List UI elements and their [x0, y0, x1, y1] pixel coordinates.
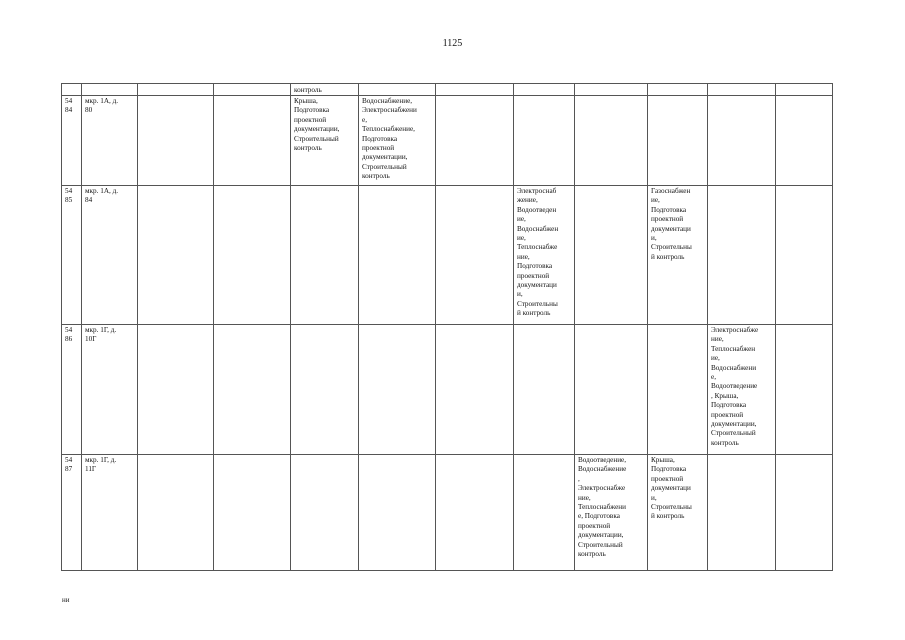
- row-number: 54 85: [62, 186, 82, 325]
- works-table: [61, 83, 833, 571]
- table-row: [62, 186, 833, 325]
- row-address: мкр. 1Г, д. 11Г: [82, 455, 138, 571]
- work-types-cell: Газоснабжен ие, Подготовка проектной документаци и, Строительны й контроль: [648, 186, 708, 325]
- work-types-cell: Электроснабже ние, Теплоснабжен ие, Водоснабжени е, Водоотведение , Крыша, Подготовка проектной документации, Строительный контроль: [708, 325, 776, 455]
- work-types-cell: Крыша, Подготовка проектной документаци и, Строительны й контроль: [648, 455, 708, 571]
- row-address: мкр. 1А, д. 80: [82, 96, 138, 186]
- row-number: 54 86: [62, 325, 82, 455]
- footer-mark: ни: [62, 596, 70, 604]
- work-types-cell: Водоотведение, Водоснабжение , Электроснабже ние, Теплоснабжени е, Подготовка проектной документации, Строительный контроль: [575, 455, 648, 571]
- row-number: 54 84: [62, 96, 82, 186]
- table-row: [62, 96, 833, 186]
- row-address: мкр. 1Г, д. 10Г: [82, 325, 138, 455]
- page-number: 1125: [442, 38, 463, 49]
- work-types-cell: Водоснабжение, Электроснабжени е, Теплоснабжение, Подготовка проектной документации, Строительный контроль: [359, 96, 436, 186]
- table-row: [62, 84, 833, 96]
- row-address: мкр. 1А, д. 84: [82, 186, 138, 325]
- cell-top-fragment: контроль: [291, 84, 359, 96]
- row-number: 54 87: [62, 455, 82, 571]
- work-types-cell: Крыша, Подготовка проектной документации, Строительный контроль: [291, 96, 359, 186]
- work-types-cell: Электроснаб жение, Водоотведен ие, Водоснабжен ие, Теплоснабже ние, Подготовка проектной документаци и, Строительны й контроль: [514, 186, 575, 325]
- table-row: [62, 325, 833, 455]
- table-row: [62, 455, 833, 571]
